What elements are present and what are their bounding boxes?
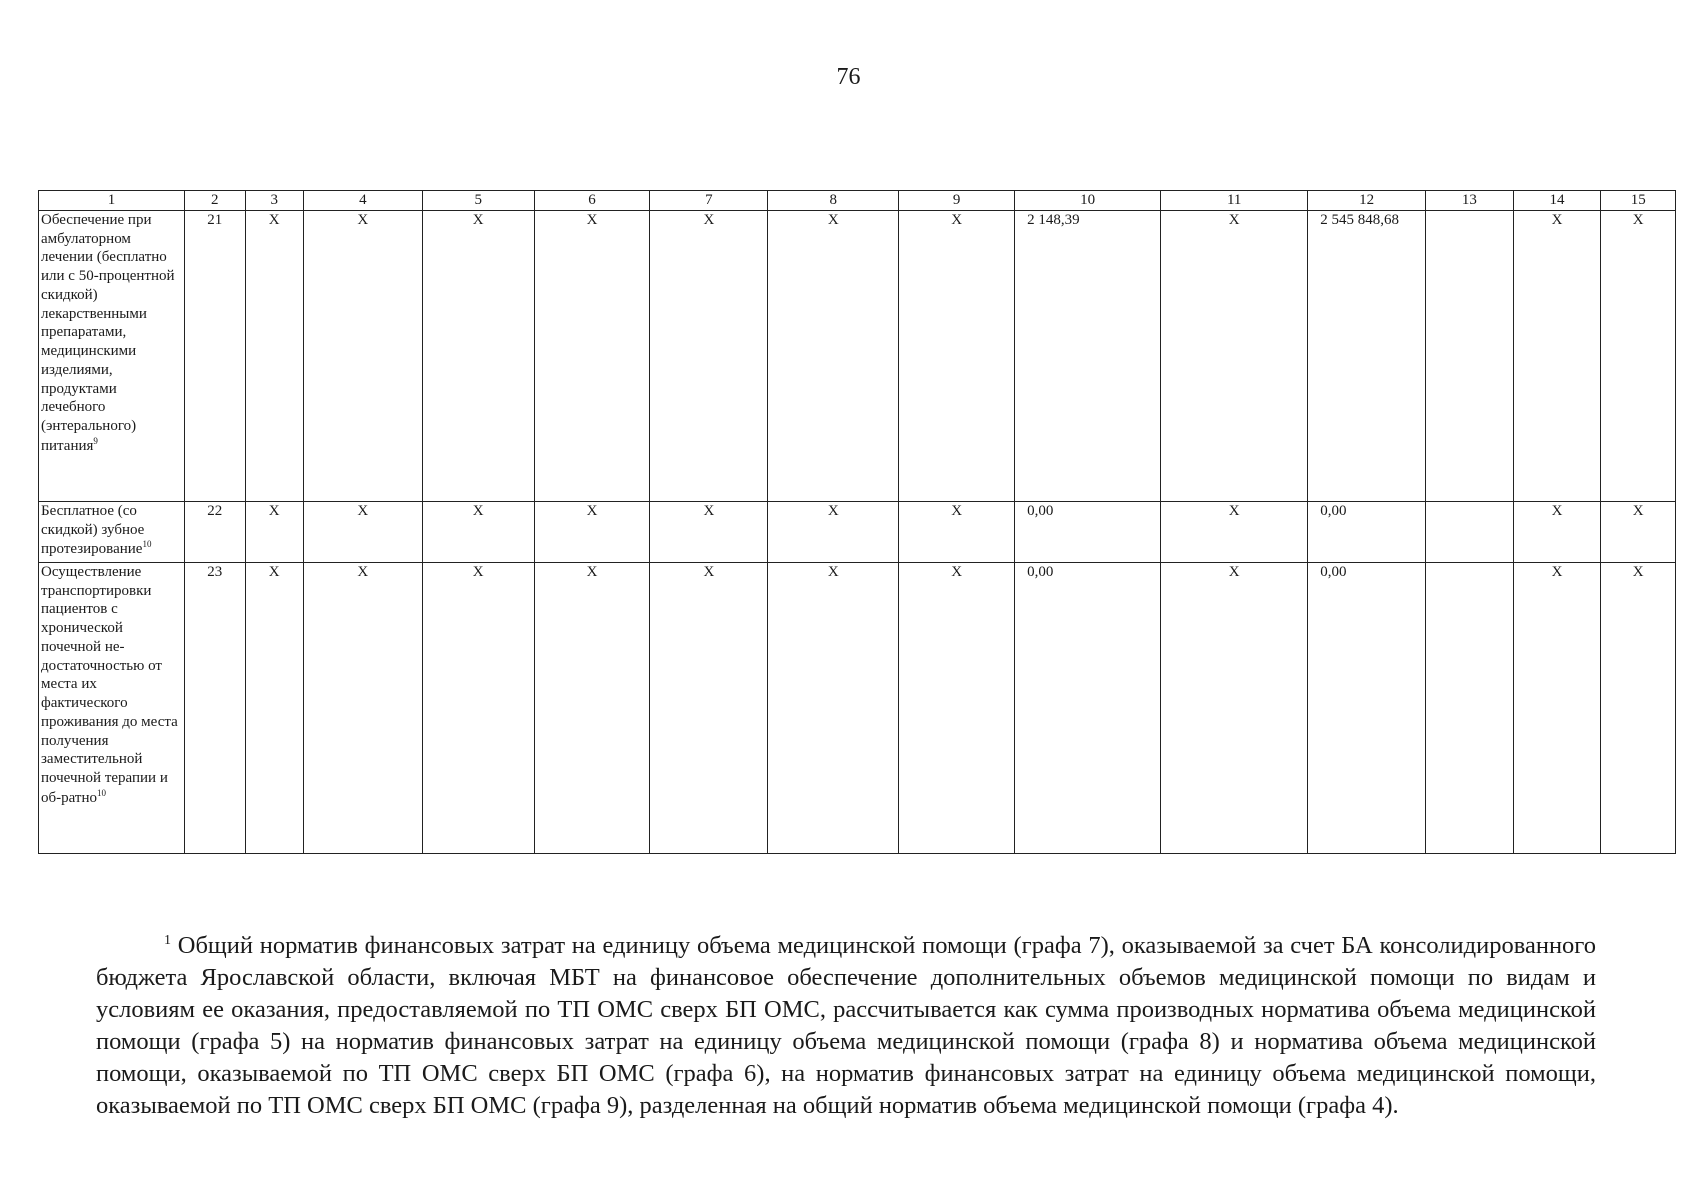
table-cell: Х [768, 210, 899, 501]
table-cell [1426, 501, 1514, 562]
row-name: Обеспечение при амбулаторном лечении (бесплатно или с 50-процентной скидкой) лекарственными препаратами, медицинскими изделиями, продуктами лечебного (энтерального) питания [41, 211, 175, 454]
row-name-footnote: 10 [142, 539, 152, 550]
table-cell: Х [303, 210, 422, 501]
table-cell: Х [650, 210, 768, 501]
table-cell: Х [245, 501, 303, 562]
column-header: 11 [1161, 191, 1308, 211]
column-header: 7 [650, 191, 768, 211]
column-header: 5 [422, 191, 534, 211]
row-code-cell: 23 [185, 562, 245, 853]
column-header: 2 [185, 191, 245, 211]
column-header: 1 [39, 191, 185, 211]
table-cell: Х [534, 501, 650, 562]
table-cell: 0,00 [1015, 501, 1161, 562]
table-cell: Х [650, 501, 768, 562]
table-cell: Х [899, 210, 1015, 501]
table-cell: Х [534, 562, 650, 853]
row-name-cell [39, 501, 185, 562]
row-name-footnote: 9 [93, 435, 98, 446]
table-cell: 0,00 [1015, 562, 1161, 853]
table-cell: Х [899, 501, 1015, 562]
table-cell: Х [899, 562, 1015, 853]
table-cell: Х [534, 210, 650, 501]
column-header: 13 [1426, 191, 1514, 211]
row-name-footnote: 10 [96, 787, 106, 798]
column-header: 9 [899, 191, 1015, 211]
table-cell: Х [1601, 210, 1676, 501]
table-row [39, 210, 1676, 501]
footnote-marker: 1 [164, 932, 171, 948]
row-name-cell [39, 562, 185, 853]
page-number: 76 [836, 64, 861, 90]
table-cell [1426, 210, 1514, 501]
row-name: Бесплатное (со скидкой) зубное протезирование [41, 502, 145, 558]
table-cell: 0,00 [1308, 562, 1426, 853]
table-cell: Х [650, 562, 768, 853]
row-code-cell: 22 [185, 501, 245, 562]
table-cell: 2 545 848,68 [1308, 210, 1426, 501]
table-cell: Х [422, 501, 534, 562]
table-cell: Х [245, 210, 303, 501]
financial-costs-table [38, 190, 1676, 854]
row-name-cell [39, 210, 185, 501]
table-cell: Х [1513, 562, 1601, 853]
table-row [39, 562, 1676, 853]
table-cell: Х [303, 562, 422, 853]
table-cell: Х [1601, 501, 1676, 562]
column-header: 14 [1513, 191, 1601, 211]
column-header: 12 [1308, 191, 1426, 211]
table-cell: Х [422, 562, 534, 853]
table-cell: Х [768, 562, 899, 853]
table-cell: Х [303, 501, 422, 562]
table-cell: Х [1161, 562, 1308, 853]
column-header: 8 [768, 191, 899, 211]
table-cell [1426, 562, 1514, 853]
table-cell: 0,00 [1308, 501, 1426, 562]
table-cell: Х [1513, 210, 1601, 501]
row-code-cell: 21 [185, 210, 245, 501]
table-cell: Х [422, 210, 534, 501]
table-cell: Х [768, 501, 899, 562]
table-cell: Х [1601, 562, 1676, 853]
row-name: Осуществление транспортировки пациентов с хронической почечной не-достаточностью от места их фактического проживания до места получения заместительной почечной терапии и об-ратно [41, 563, 178, 806]
column-header: 3 [245, 191, 303, 211]
column-header: 15 [1601, 191, 1676, 211]
table-cell: Х [1513, 501, 1601, 562]
footnote [96, 925, 1596, 1122]
column-header: 4 [303, 191, 422, 211]
table-row [39, 501, 1676, 562]
footnote-text: Общий норматив финансовых затрат на единицу объема медицинской помощи (графа 7), оказываемой за счет БА консолидированного бюджета Ярославской области, включая МБТ на финансовое обеспечение дополнительных объемов медицинской помощи по видам и условиям ее оказания, предоставляемой по ТП ОМС сверх БП ОМС, рассчитывается как сумма производных норматива объема медицинской помощи (графа 5) на норматив финансовых затрат на единицу объема медицинской помощи (графа 8) и норматива объема медицинской помощи, оказываемой по ТП ОМС сверх БП ОМС (графа 6), на норматив финансовых затрат на единицу объема медицинской помощи, оказываемой по ТП ОМС сверх БП ОМС (графа 9), разделенная на общий норматив объема медицинской помощи (графа 4). [96, 931, 1597, 1119]
table-header-row [39, 191, 1676, 211]
column-header: 6 [534, 191, 650, 211]
table-cell: Х [1161, 501, 1308, 562]
column-header: 10 [1015, 191, 1161, 211]
table-cell: Х [245, 562, 303, 853]
table-cell: Х [1161, 210, 1308, 501]
table-cell: 2 148,39 [1015, 210, 1161, 501]
